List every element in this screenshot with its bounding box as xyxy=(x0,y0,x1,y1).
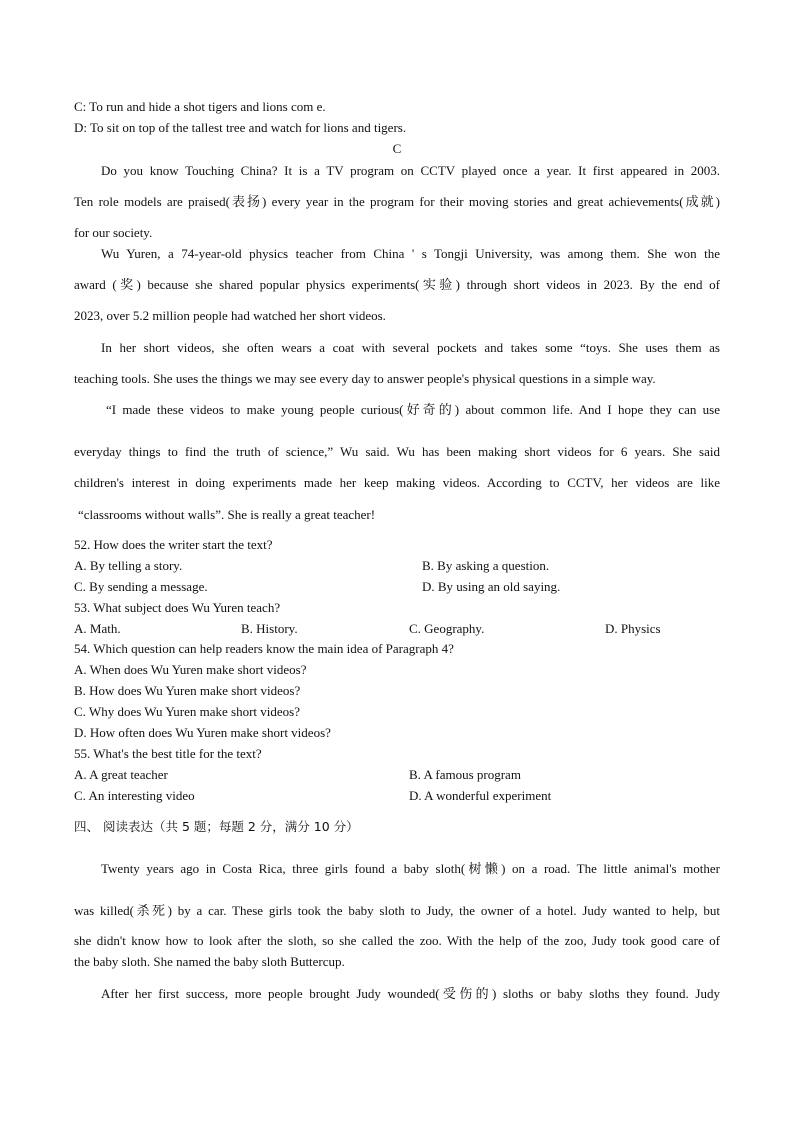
passage-line: for our society. xyxy=(74,225,153,240)
answer-option: C. Geography. xyxy=(409,621,485,636)
answer-option: B. By asking a question. xyxy=(422,558,550,573)
question-stem: 52. How does the writer start the text? xyxy=(74,537,273,552)
answer-option: A. When does Wu Yuren make short videos? xyxy=(74,662,307,677)
section-letter: C xyxy=(392,141,402,156)
passage-line: the baby sloth. She named the baby sloth Buttercup. xyxy=(74,954,345,969)
answer-option: B. How does Wu Yuren make short videos? xyxy=(74,683,301,698)
passage-line: she didn't know how to look after the sloth, so she called the zoo. With the help of the zoo, Judy took good care of xyxy=(74,933,720,948)
passage-line: 2023, over 5.2 million people had watched her short videos. xyxy=(74,308,386,323)
answer-option: A. Math. xyxy=(74,621,121,636)
passage-line: award (奖) because she shared popular physics experiments(实验) through short videos in 2023. By the end of xyxy=(74,277,720,292)
passage-line: everyday things to find the truth of science,” Wu said. Wu has been making short videos for 6 years. She said xyxy=(74,444,720,459)
answer-option: B. History. xyxy=(241,621,298,636)
option-d: D: To sit on top of the tallest tree and watch for lions and tigers. xyxy=(74,120,407,135)
answer-option: D. Physics xyxy=(605,621,661,636)
answer-option: D. By using an old saying. xyxy=(422,579,561,594)
answer-option: D. How often does Wu Yuren make short videos? xyxy=(74,725,331,740)
answer-option: B. A famous program xyxy=(409,767,521,782)
answer-option: D. A wonderful experiment xyxy=(409,788,552,803)
passage-line: Twenty years ago in Costa Rica, three girls found a baby sloth(树懒) on a road. The little animal's mother xyxy=(101,861,720,876)
passage-line: children's interest in doing experiments made her keep making videos. According to CCTV, her videos are like xyxy=(74,475,720,490)
passage-line: “classrooms without walls”. She is really a great teacher! xyxy=(78,507,376,522)
passage-line: teaching tools. She uses the things we may see every day to answer people's physical questions in a simple way. xyxy=(74,371,656,386)
question-stem: 54. Which question can help readers know the main idea of Paragraph 4? xyxy=(74,641,454,656)
passage-line: After her first success, more people brought Judy wounded(受伤的) sloths or baby sloths they found. Judy xyxy=(101,986,720,1001)
passage-line: Wu Yuren, a 74-year-old physics teacher from China ' s Tongji University, was among them. She won the xyxy=(101,246,720,261)
question-stem: 55. What's the best title for the text? xyxy=(74,746,262,761)
passage-line: Do you know Touching China? It is a TV program on CCTV played once a year. It first appeared in 2003. xyxy=(101,163,720,178)
passage-line: Ten role models are praised(表扬) every year in the program for their moving stories and great achievements(成就) xyxy=(74,194,720,209)
section-header: 四、 阅读表达（共 5 题；每题 2 分，满分 10 分） xyxy=(74,819,359,834)
answer-option: C. An interesting video xyxy=(74,788,195,803)
answer-option: C. Why does Wu Yuren make short videos? xyxy=(74,704,300,719)
question-stem: 53. What subject does Wu Yuren teach? xyxy=(74,600,281,615)
option-c: C: To run and hide a shot tigers and lions com e. xyxy=(74,99,326,114)
passage-line: “I made these videos to make young people curious(好奇的) about common life. And I hope they can use xyxy=(106,402,720,417)
passage-line: was killed(杀死) by a car. These girls took the baby sloth to Judy, the owner of a hotel. Judy wanted to help, but xyxy=(74,903,720,918)
answer-option: A. A great teacher xyxy=(74,767,168,782)
answer-option: A. By telling a story. xyxy=(74,558,183,573)
passage-line: In her short videos, she often wears a coat with several pockets and takes some “toys. She uses them as xyxy=(101,340,720,355)
answer-option: C. By sending a message. xyxy=(74,579,208,594)
